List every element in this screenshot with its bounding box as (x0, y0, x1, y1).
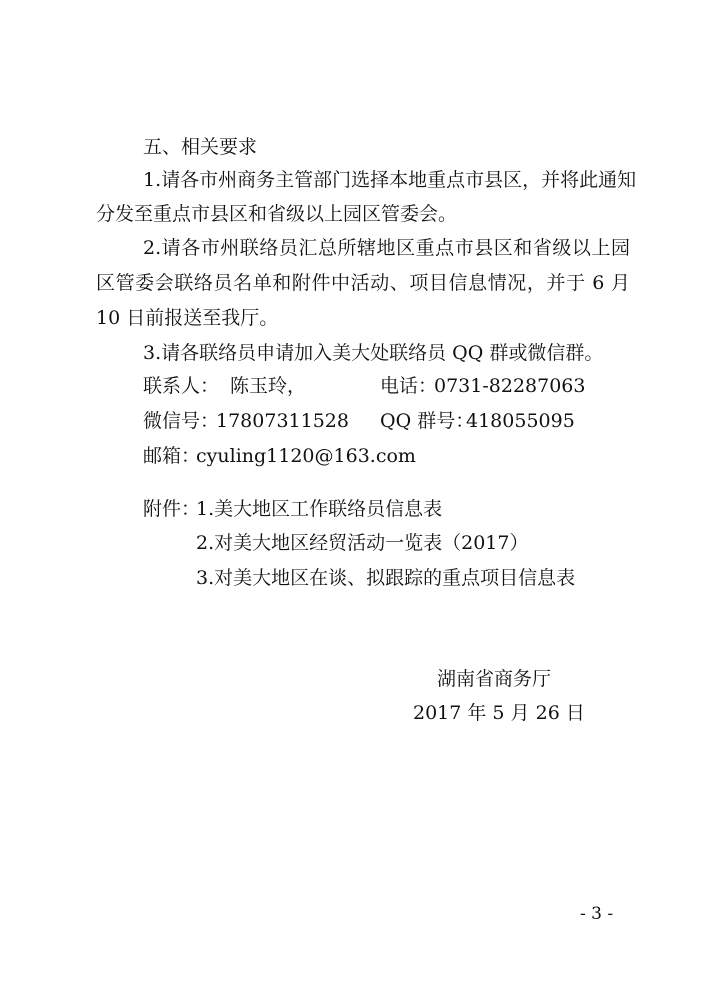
contact-qq-label: QQ 群号： (380, 410, 475, 432)
item3-line1: 3.请各联络员申请加入美大处联络员 QQ 群或微信群。 (143, 342, 604, 364)
page-number: - 3 - (580, 904, 614, 924)
contact-wechat-value: 17807311528 (216, 410, 349, 432)
signature-date: 2017 年 5 月 26 日 (413, 702, 585, 724)
item1-line1: 1.请各市州商务主管部门选择本地重点市县区，并将此通知 (143, 169, 637, 191)
contact-email-value: cyuling1120@163.com (196, 445, 416, 467)
attachment-item-2: 2.对美大地区经贸活动一览表（2017） (196, 532, 529, 554)
contact-qq-value: 418055095 (466, 410, 575, 432)
attachment-item-1: 1.美大地区工作联络员信息表 (196, 498, 443, 520)
item1-line2: 分发至重点市县区和省级以上园区管委会。 (96, 203, 458, 225)
contact-wechat-label: 微信号： (143, 410, 220, 432)
attachments-label: 附件： (143, 498, 201, 520)
section-heading: 五、相关要求 (143, 136, 258, 158)
item2-line3: 10 日前报送至我厅。 (96, 307, 279, 329)
attachment-item-3: 3.对美大地区在谈、拟跟踪的重点项目信息表 (196, 567, 576, 589)
item2-line1: 2.请各市州联络员汇总所辖地区重点市县区和省级以上园 (143, 237, 630, 259)
contact-person-label: 联系人： (143, 375, 220, 397)
contact-phone-label: 电话： (380, 375, 438, 397)
contact-phone-value: 0731-82287063 (434, 375, 586, 397)
signature-org: 湖南省商务厅 (437, 668, 552, 690)
contact-person-value: 陈玉玲， (230, 375, 307, 397)
contact-email-label: 邮箱： (143, 445, 201, 467)
item2-line2: 区管委会联络员名单和附件中活动、项目信息情况，并于 6 月 (96, 272, 630, 294)
